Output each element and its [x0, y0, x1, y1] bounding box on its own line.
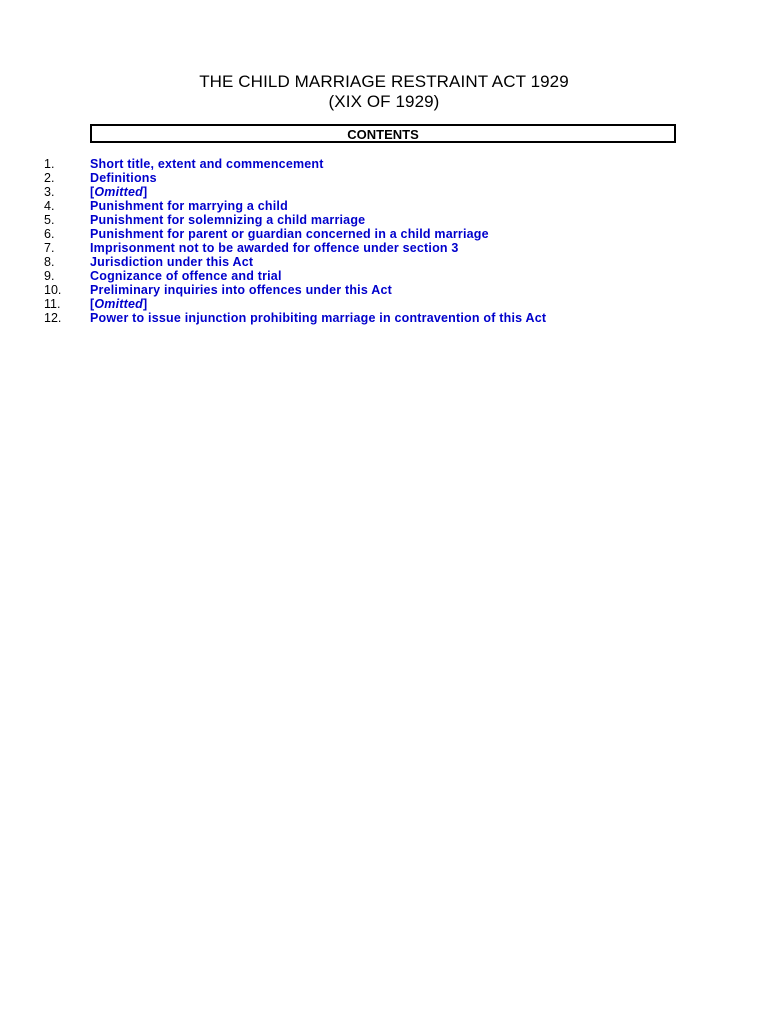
toc-number: 6.	[44, 227, 55, 241]
toc-item	[0, 227, 768, 241]
toc-item	[0, 269, 768, 283]
toc-link-punishment-marrying[interactable]: Punishment for marrying a child	[90, 199, 288, 213]
omitted-label: Omitted	[94, 297, 143, 311]
toc-link-omitted-3[interactable]	[90, 185, 147, 199]
bracket-open: [	[90, 297, 95, 311]
toc-number: 3.	[44, 185, 55, 199]
toc-number: 7.	[44, 241, 55, 255]
table-of-contents	[0, 157, 768, 325]
toc-item	[0, 283, 768, 297]
bracket-close: ]	[143, 185, 148, 199]
toc-number: 8.	[44, 255, 55, 269]
toc-link-injunction[interactable]: Power to issue injunction prohibiting marriage in contravention of this Act	[90, 311, 547, 325]
bracket-open: [	[90, 185, 95, 199]
toc-number: 12.	[44, 311, 62, 325]
toc-item	[0, 297, 768, 311]
bracket-close: ]	[143, 297, 148, 311]
toc-link-preliminary-inquiries[interactable]: Preliminary inquiries into offences under this Act	[90, 283, 392, 297]
toc-item	[0, 213, 768, 227]
toc-number: 10.	[44, 283, 62, 297]
toc-item	[0, 241, 768, 255]
toc-link-jurisdiction[interactable]: Jurisdiction under this Act	[90, 255, 254, 269]
toc-number: 5.	[44, 213, 55, 227]
toc-item	[0, 311, 768, 325]
toc-link-imprisonment[interactable]: Imprisonment not to be awarded for offence under section 3	[90, 241, 459, 255]
toc-item	[0, 171, 768, 185]
toc-number: 2.	[44, 171, 55, 185]
toc-number: 9.	[44, 269, 55, 283]
toc-item	[0, 185, 768, 199]
toc-number: 11.	[44, 297, 61, 311]
toc-item	[0, 157, 768, 171]
document-title: THE CHILD MARRIAGE RESTRAINT ACT 1929	[199, 72, 569, 91]
document-subtitle: (XIX OF 1929)	[328, 92, 440, 111]
toc-link-punishment-solemnizing[interactable]: Punishment for solemnizing a child marriage	[90, 213, 366, 227]
toc-link-short-title[interactable]: Short title, extent and commencement	[90, 157, 324, 171]
omitted-label: Omitted	[94, 185, 143, 199]
toc-link-punishment-parent[interactable]: Punishment for parent or guardian concerned in a child marriage	[90, 227, 489, 241]
contents-heading: CONTENTS	[90, 124, 676, 143]
toc-link-cognizance[interactable]: Cognizance of offence and trial	[90, 269, 282, 283]
toc-number: 1.	[44, 157, 55, 171]
toc-number: 4.	[44, 199, 55, 213]
toc-item	[0, 199, 768, 213]
toc-link-omitted-11[interactable]	[90, 297, 147, 311]
toc-item	[0, 255, 768, 269]
toc-link-definitions[interactable]: Definitions	[90, 171, 157, 185]
